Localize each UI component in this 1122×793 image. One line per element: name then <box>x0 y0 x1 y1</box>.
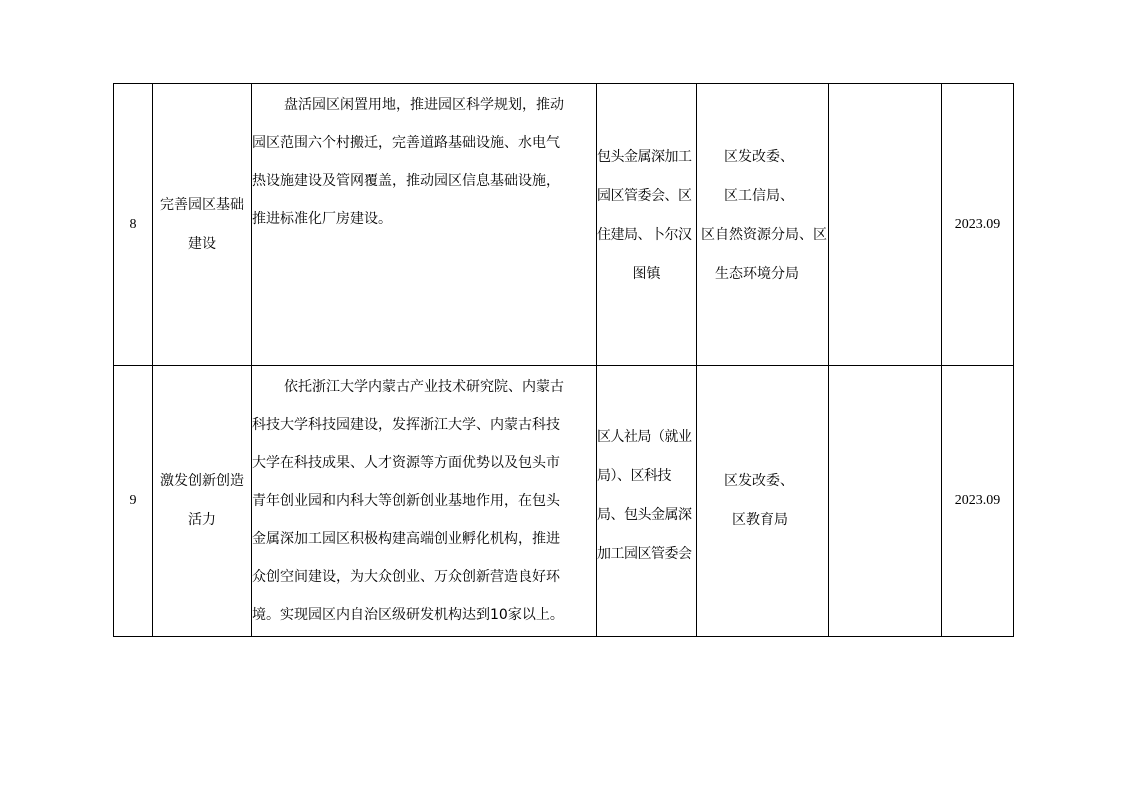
lead-unit-line: 住建局、卜尔汉 <box>597 226 692 243</box>
project-name-line: 完善园区基础 <box>160 196 244 213</box>
coop-unit-cell <box>697 366 829 637</box>
row-number-cell: 9 <box>114 366 153 637</box>
lead-unit-line: 包头金属深加工 <box>597 148 692 165</box>
task-content-cell <box>252 84 597 366</box>
project-name-line: 激发创新创造 <box>160 473 244 489</box>
content-line: 推进标准化厂房建设。 <box>252 211 392 227</box>
coop-unit-line: 区工信局、 <box>724 187 794 204</box>
project-name-cell <box>153 84 252 366</box>
content-line: 众创空间建设，为大众创业、万众创新营造良好环 <box>252 569 560 585</box>
coop-unit-cell <box>697 84 829 366</box>
content-line: 依托浙江大学内蒙古产业技术研究院、内蒙古 <box>284 379 564 395</box>
coop-unit-line: 生态环境分局 <box>715 265 799 282</box>
lead-unit-line: 园区管委会、区 <box>597 187 692 204</box>
content-line: 金属深加工园区积极构建高端创业孵化机构，推进 <box>252 531 560 547</box>
coop-unit-line: 区发改委、 <box>724 148 794 165</box>
content-line: 境。实现园区内自治区级研发机构达到10家以上。 <box>252 607 564 623</box>
coop-unit-line: 区发改委、 <box>724 473 794 489</box>
work-task-table <box>113 83 1014 637</box>
deadline-cell: 2023.09 <box>942 366 1014 637</box>
remarks-cell <box>829 366 942 637</box>
deadline-cell: 2023.09 <box>942 84 1014 366</box>
content-line: 热设施建设及管网覆盖，推动园区信息基础设施， <box>252 173 560 189</box>
row-number-cell: 8 <box>114 84 153 366</box>
table-row <box>114 84 1014 366</box>
lead-unit-line: 区人社局（就业 <box>597 429 692 445</box>
lead-unit-cell <box>597 84 697 366</box>
content-line: 盘活园区闲置用地，推进园区科学规划，推动 <box>284 97 564 113</box>
content-line: 大学在科技成果、人才资源等方面优势以及包头市 <box>252 455 560 471</box>
lead-unit-cell <box>597 366 697 637</box>
task-content-cell <box>252 366 597 637</box>
project-name-line: 建设 <box>188 235 216 252</box>
coop-unit-line: 区自然资源分局、区 <box>701 226 827 243</box>
content-line: 园区范围六个村搬迁，完善道路基础设施、水电气 <box>252 135 560 151</box>
content-line: 科技大学科技园建设，发挥浙江大学、内蒙古科技 <box>252 417 560 433</box>
coop-unit-line: 区教育局 <box>732 512 788 528</box>
lead-unit-line: 图镇 <box>632 265 661 282</box>
remarks-cell <box>829 84 942 366</box>
project-name-line: 活力 <box>188 512 216 528</box>
content-line: 青年创业园和内科大等创新创业基地作用，在包头 <box>252 493 560 509</box>
project-name-cell <box>153 366 252 637</box>
table-row <box>114 366 1014 637</box>
lead-unit-line: 局）、区科技 <box>597 468 671 484</box>
lead-unit-line: 加工园区管委会 <box>597 546 692 562</box>
lead-unit-line: 局、包头金属深 <box>597 507 692 523</box>
